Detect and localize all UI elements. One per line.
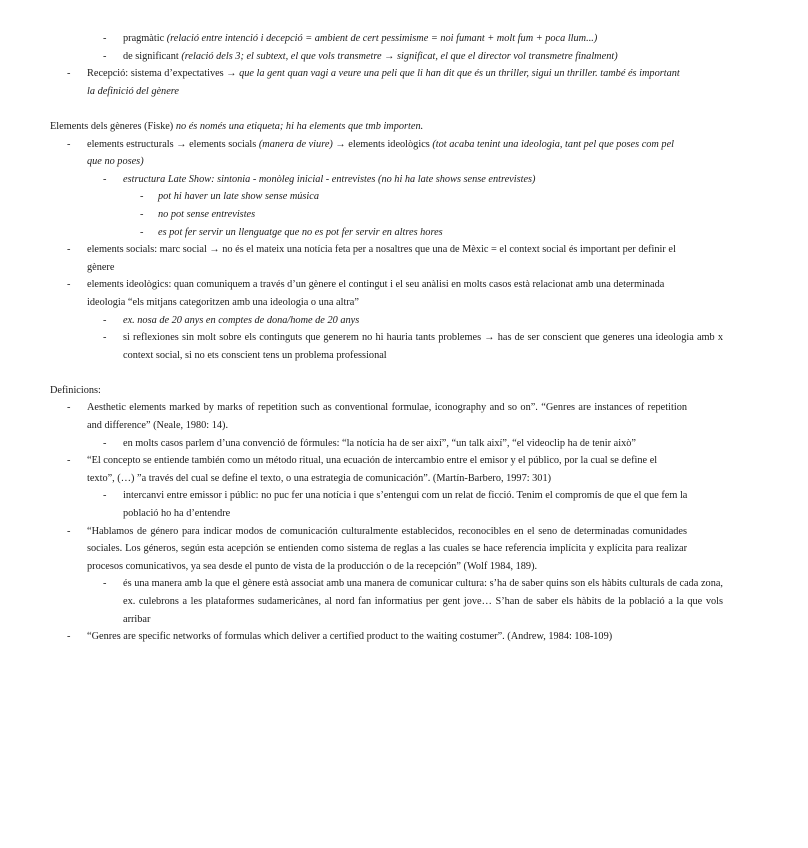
bullet-dash: - xyxy=(67,279,71,291)
bullet-dash: - xyxy=(67,525,71,537)
andrew-quote: “Genres are specific networks of formulas which deliver a certified product to the waiting costumer”. (Andrew, 1984: 108-109) xyxy=(87,631,613,643)
bullet-dash: - xyxy=(103,332,107,344)
late-show-point-text: es pot fer servir un llenguatge que no es pot fer servir en altres hores xyxy=(158,226,443,238)
list-item-ideological xyxy=(0,276,737,311)
list-item-andrew xyxy=(0,628,737,646)
aesthetic-quote: Aesthetic elements marked by marks of repetition such as conventional formulae, iconography and so on”. “Genres are instances of repetition and difference” (Neale, 1980: 14). xyxy=(87,402,687,432)
list-item-structural xyxy=(0,136,737,171)
bullet-dash: - xyxy=(103,314,107,326)
definitions-heading: Definicions: xyxy=(50,384,101,396)
bullet-dash: - xyxy=(103,173,107,185)
list-item-reflection xyxy=(0,329,773,364)
significant-description: (relació dels 3; el subtext, el que vols transmetre → significat, el que el director vol transmetre finalment) xyxy=(181,50,618,62)
wolf-quote: “Hablamos de género para indicar modos de comunicación culturalmente establecidos, reconocibles en el seno de determinadas comunidades sociales. Los géneros, según esta acepción se entienden como sistema de reglas a las cuales se hace referencia implícita y explícita para realizar procesos comunicativos, ya sea desde el punto de vista de la producción o de la recepción” (Wolf 1984, 189). xyxy=(87,525,687,572)
list-item-wolf-note xyxy=(0,575,773,628)
wolf-note-text: és una manera amb la que el gènere està associat amb una manera de comunicar cultura: s’ha de saber quins son els hàbits culturals de cada zona, ex. culebrons a les plataformes sudamericànes, al nord fan informatius per gent jove… S’han de saber els hàbits de la població a la que vols arribar xyxy=(123,578,723,625)
elements-heading xyxy=(0,118,700,136)
bullet-dash: - xyxy=(67,244,71,256)
bullet-dash: - xyxy=(67,455,71,467)
bullet-dash: - xyxy=(140,191,144,203)
list-item-late-show-point xyxy=(0,206,808,224)
list-item-social xyxy=(0,241,737,276)
list-item-late-show-point xyxy=(0,224,808,242)
list-item-aesthetic-note xyxy=(0,435,773,453)
bullet-dash: - xyxy=(103,50,107,62)
list-item-significant xyxy=(0,48,773,66)
list-item-late-show xyxy=(0,171,773,189)
list-item-wolf xyxy=(0,523,737,576)
bullet-dash: - xyxy=(103,578,107,590)
list-item-late-show-point xyxy=(0,188,808,206)
bullet-dash: - xyxy=(67,631,71,643)
bullet-dash: - xyxy=(67,68,71,80)
structural-text-c: → elements ideològics xyxy=(335,138,433,150)
document-page xyxy=(0,30,723,646)
martin-note-text: intercanvi entre emissor i públic: no puc fer una notícia i que s’entengui com un relat de ficció. Tenim el compromís de que el que fem la població ho ha d’entendre xyxy=(123,490,688,520)
martin-barbero-quote: “El concepto se entiende también como un método ritual, una ecuación de intercambio entre el emisor y el público, por la cual se define el texto”, (…) ”a través del cual se define el texto, o una estrategia de comunicación”. (Martín-Barbero, 1997: 301) xyxy=(87,455,658,484)
bullet-dash: - xyxy=(140,226,144,238)
reception-description: → que la gent quan vagi a veure una peli que li han dit que és un thriller, sigui un thriller. també és important la definició del gènere xyxy=(87,68,680,97)
significant-label: de significant xyxy=(123,50,182,62)
bullet-dash: - xyxy=(103,33,107,44)
list-item-martin-barbero xyxy=(0,452,737,487)
social-text: elements socials: marc social → no és el mateix una notícia feta per a nosaltres que una de Mèxic = el context social és important per definir el gènere xyxy=(87,244,676,273)
reflection-text: si reflexiones sin molt sobre els continguts que generem no hi hauria tants problemes → has de ser conscient que generes una ideologia amb x context social, si no ets conscient tens un problema professional xyxy=(123,332,723,361)
elements-heading-label: Elements dels gèneres (Fiske) xyxy=(50,120,176,132)
late-show-point-text: pot hi haver un late show sense música xyxy=(158,191,320,203)
ideological-text: elements ideològics: quan comuniquem a través d’un gènere el contingut i el seu anàlisi en molts casos està relacionat amb una determinada ideologia “els mitjans categoritzen amb una ideologia o una altra” xyxy=(87,279,665,308)
elements-heading-description: no és només una etiqueta; hi ha elements que tmb importen. xyxy=(175,120,424,132)
structural-text-b: (manera de viure) xyxy=(258,138,336,150)
example-text: ex. nosa de 20 anys en comptes de dona/home de 20 anys xyxy=(123,314,360,326)
bullet-dash: - xyxy=(103,437,107,449)
bullet-dash: - xyxy=(140,208,144,220)
list-item-example xyxy=(0,312,773,330)
reception-label: Recepció: sistema d’expectatives xyxy=(87,68,227,80)
list-item-pragmatic xyxy=(0,30,773,48)
bullet-dash: - xyxy=(67,402,71,414)
list-item-reception xyxy=(0,65,737,100)
bullet-dash: - xyxy=(67,138,71,150)
aesthetic-note-text: en molts casos parlem d’una convenció de fórmules: “la notícia ha de ser així”, “un talk així”, “el videoclip ha de tenir això” xyxy=(123,437,636,449)
list-item-martin-note xyxy=(0,487,773,522)
structural-text-a: elements estructurals → elements socials xyxy=(87,138,259,150)
pragmatic-description: (relació entre intenció i decepció = ambient de cert pessimisme = noi fumant + molt fum + poca llum...) xyxy=(166,33,598,44)
bullet-dash: - xyxy=(103,490,107,502)
pragmatic-label: pragmàtic xyxy=(123,33,167,44)
structural-text-d: (tot acaba tenint una ideologia, tant pel que poses com pel que no poses) xyxy=(87,138,675,168)
late-show-point-text: no pot sense entrevistes xyxy=(158,208,256,220)
late-show-text: estructura Late Show: sintonia - monòleg inicial - entrevistes (no hi ha late shows sense entrevistes) xyxy=(123,173,536,185)
list-item-aesthetic xyxy=(0,399,737,434)
